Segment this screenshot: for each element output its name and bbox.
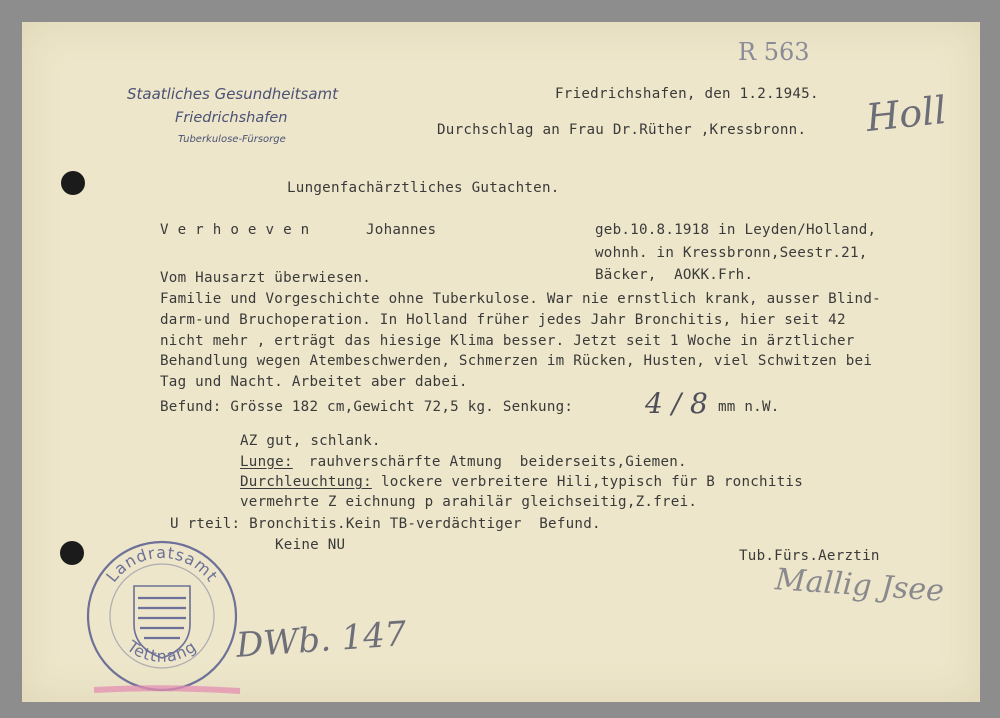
letterhead-line1: Staatliches Gesundheitsamt — [127, 85, 339, 103]
letterhead-line3: Tuberkulose-Fürsorge — [178, 134, 286, 145]
general-condition: AZ gut, schlank. — [240, 433, 381, 449]
letterhead-line2: Friedrichshafen — [175, 110, 288, 126]
text-line: Tag und Nacht. Arbeitet aber dabei. — [160, 374, 468, 390]
text-line: nicht mehr , erträgt das hiesige Klima besser. Jetzt seit 1 Woche in ärztlicher — [160, 333, 855, 349]
text-line: Vom Hausarzt überwiesen. — [160, 270, 371, 286]
handwritten-initials: DWb. 147 — [234, 614, 408, 666]
punch-hole-top — [61, 171, 85, 195]
stamp-top-text: Landratsamt — [102, 542, 222, 586]
text-line: darm-und Bruchoperation. In Holland früher jedes Jahr Bronchitis, hier seit 42 — [160, 312, 846, 328]
lunge-label: Lunge: — [240, 454, 293, 470]
signature-title: Tub.Fürs.Aerztin — [739, 548, 880, 564]
patient-occupation: Bäcker, AOKK.Frh. — [595, 267, 754, 283]
finding-line3: vermehrte Z eichnung p arahilär gleichseitig,Z.frei. — [240, 494, 698, 510]
text-line: Behandlung wegen Atembeschwerden, Schmerzen im Rücken, Husten, viel Schwitzen bei — [160, 353, 873, 369]
patient-first-name: Johannes — [366, 222, 437, 238]
stamp-bottom-text: Tettnang — [123, 636, 201, 666]
patient-surname: V e r h o e v e n — [160, 222, 310, 238]
patient-birth: geb.10.8.1918 in Leyden/Holland, — [595, 222, 877, 238]
punch-hole-bottom — [60, 541, 84, 565]
befund-line: Befund: Grösse 182 cm,Gewicht 72,5 kg. Senkung: — [160, 399, 574, 415]
patient-address: wohnh. in Kressbronn,Seestr.21, — [595, 245, 868, 261]
befund-unit: mm n.W. — [718, 399, 780, 415]
copy-recipient: Durchschlag an Frau Dr.Rüther ,Kressbronn. — [437, 122, 807, 138]
stamp-pink-mark — [92, 684, 242, 696]
urteil-line: U rteil: Bronchitis.Kein TB-verdächtiger Befund. — [170, 516, 601, 532]
text-line: Familie und Vorgeschichte ohne Tuberkulose. War nie ernstlich krank, ausser Blind- — [160, 291, 881, 307]
lunge-finding: rauhverschärfte Atmung beiderseits,Giemen. — [300, 454, 687, 470]
archive-mark: R 563 — [738, 38, 810, 66]
place-date: Friedrichshafen, den 1.2.1945. — [555, 86, 819, 102]
signature: Mallig Jsee — [773, 562, 946, 609]
durchleuchtung-finding: lockere verbreitere Hili,typisch für B ronchitis — [381, 474, 803, 490]
durchleuchtung-label: Durchleuchtung: — [240, 474, 372, 490]
document-title: Lungenfachärztliches Gutachten. — [287, 180, 560, 196]
official-stamp — [82, 536, 242, 696]
senkung-handwritten: 4 / 8 — [645, 387, 708, 420]
handwritten-name: Holl — [863, 87, 949, 141]
keine-nu: Keine NU — [275, 537, 346, 553]
